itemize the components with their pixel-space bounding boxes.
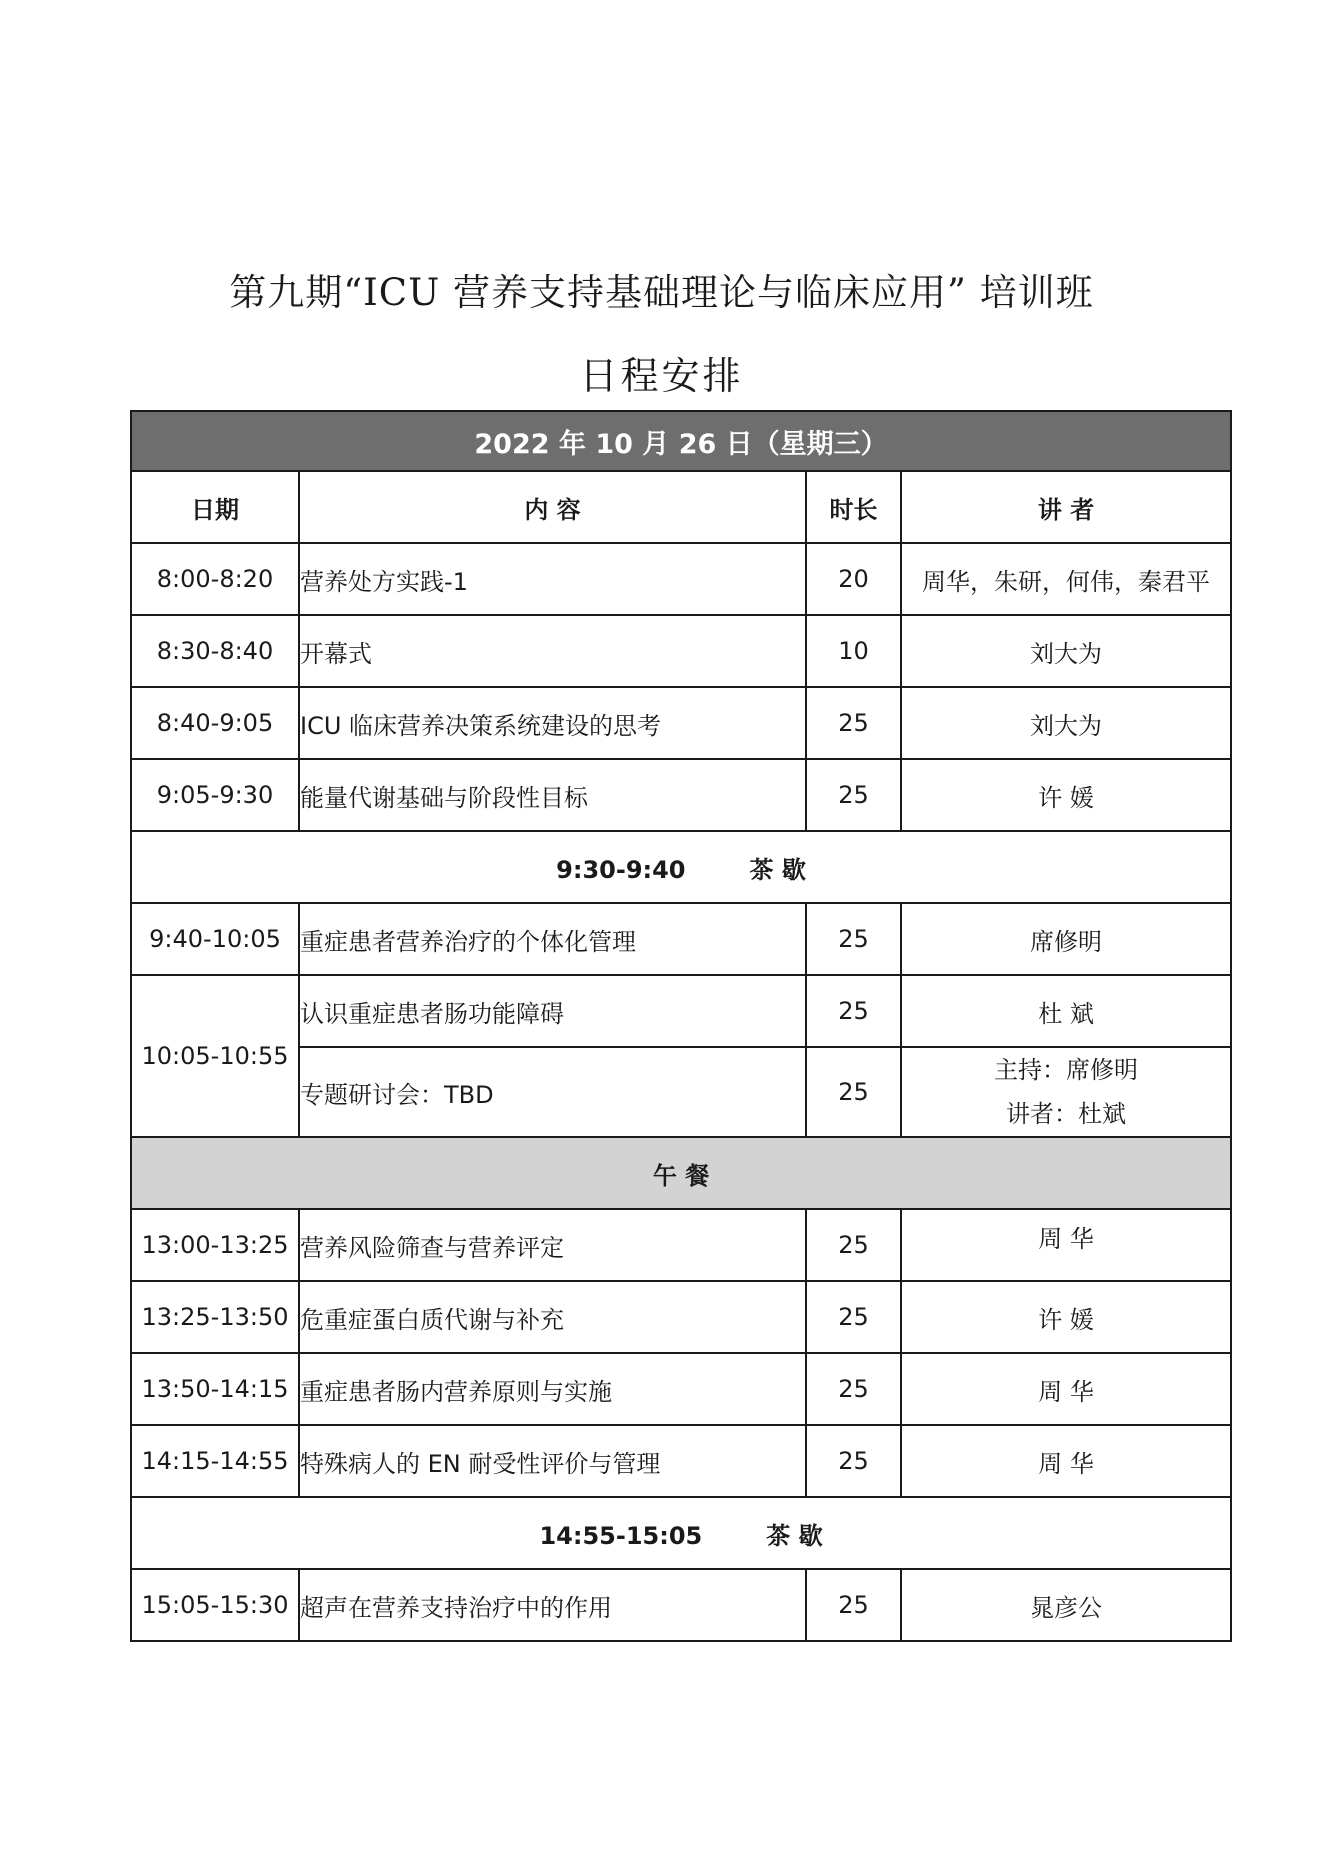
cell-speaker: 刘大为 <box>901 687 1231 759</box>
cell-content: 开幕式 <box>299 615 806 687</box>
cell-speaker: 周 华 <box>901 1425 1231 1497</box>
cell-content: 认识重症患者肠功能障碍 <box>299 975 806 1047</box>
cell-content: 营养处方实践-1 <box>299 543 806 615</box>
cell-speaker <box>901 1047 1231 1137</box>
cell-content: 危重症蛋白质代谢与补充 <box>299 1281 806 1353</box>
cell-content: 重症患者营养治疗的个体化管理 <box>299 903 806 975</box>
cell-duration: 25 <box>806 1425 901 1497</box>
tea-break-label: 茶 歇 <box>749 855 806 884</box>
cell-time: 8:30-8:40 <box>131 615 299 687</box>
cell-duration: 20 <box>806 543 901 615</box>
table-row <box>131 903 1231 975</box>
cell-speaker: 许 媛 <box>901 1281 1231 1353</box>
cell-content: 超声在营养支持治疗中的作用 <box>299 1569 806 1641</box>
cell-duration: 25 <box>806 759 901 831</box>
table-row <box>131 1353 1231 1425</box>
cell-time: 13:00-13:25 <box>131 1209 299 1281</box>
tea-break-time: 14:55-15:05 <box>539 1521 703 1550</box>
cell-content: 营养风险筛查与营养评定 <box>299 1209 806 1281</box>
cell-time: 13:50-14:15 <box>131 1353 299 1425</box>
cell-duration: 25 <box>806 1047 901 1137</box>
table-row <box>131 543 1231 615</box>
header-date: 日期 <box>131 471 299 543</box>
cell-speaker: 晁彦公 <box>901 1569 1231 1641</box>
cell-time: 14:15-14:55 <box>131 1425 299 1497</box>
speaker-presenter: 讲者：杜斌 <box>1006 1100 1127 1128</box>
table-row <box>131 1209 1231 1281</box>
cell-duration: 25 <box>806 1353 901 1425</box>
cell-speaker: 刘大为 <box>901 615 1231 687</box>
table-row <box>131 975 1231 1047</box>
cell-duration: 25 <box>806 1209 901 1281</box>
tea-break-label: 茶 歇 <box>766 1521 823 1550</box>
cell-content: 专题研讨会：TBD <box>299 1047 806 1137</box>
document-subtitle: 日程安排 <box>579 354 744 398</box>
header-duration: 时长 <box>806 471 901 543</box>
date-banner-row <box>131 411 1231 471</box>
cell-time: 15:05-15:30 <box>131 1569 299 1641</box>
cell-duration: 25 <box>806 1281 901 1353</box>
cell-time: 9:05-9:30 <box>131 759 299 831</box>
cell-speaker: 杜 斌 <box>901 975 1231 1047</box>
cell-speaker <box>901 1209 1231 1281</box>
speaker-text: 周 华 <box>1038 1224 1094 1253</box>
header-speaker: 讲 者 <box>901 471 1231 543</box>
lunch-label: 午 餐 <box>131 1137 1231 1209</box>
tea-break-time: 9:30-9:40 <box>556 855 686 884</box>
tea-break-cell <box>131 1497 1231 1569</box>
table-row <box>131 615 1231 687</box>
tea-break-row <box>131 1497 1231 1569</box>
cell-duration: 25 <box>806 687 901 759</box>
table-row <box>131 687 1231 759</box>
table-row <box>131 1281 1231 1353</box>
document-title: 第九期“ICU 营养支持基础理论与临床应用” 培训班 <box>229 271 1094 314</box>
cell-content: ICU 临床营养决策系统建设的思考 <box>299 687 806 759</box>
cell-speaker: 周华，朱研，何伟，秦君平 <box>901 543 1231 615</box>
table-row <box>131 1569 1231 1641</box>
table-header-row <box>131 471 1231 543</box>
cell-time: 9:40-10:05 <box>131 903 299 975</box>
cell-speaker: 周 华 <box>901 1353 1231 1425</box>
cell-speaker: 许 媛 <box>901 759 1231 831</box>
cell-duration: 25 <box>806 975 901 1047</box>
cell-time-merged: 10:05-10:55 <box>131 975 299 1137</box>
cell-duration: 10 <box>806 615 901 687</box>
lunch-row <box>131 1137 1231 1209</box>
cell-content: 能量代谢基础与阶段性目标 <box>299 759 806 831</box>
cell-content: 重症患者肠内营养原则与实施 <box>299 1353 806 1425</box>
tea-break-row <box>131 831 1231 903</box>
schedule-table <box>130 410 1232 1642</box>
header-content: 内 容 <box>299 471 806 543</box>
cell-time: 8:00-8:20 <box>131 543 299 615</box>
cell-content: 特殊病人的 EN 耐受性评价与管理 <box>299 1425 806 1497</box>
table-row <box>131 1425 1231 1497</box>
tea-break-cell <box>131 831 1231 903</box>
cell-time: 8:40-9:05 <box>131 687 299 759</box>
cell-duration: 25 <box>806 903 901 975</box>
speaker-host: 主持：席修明 <box>994 1056 1139 1084</box>
cell-duration: 25 <box>806 1569 901 1641</box>
date-banner: 2022 年 10 月 26 日（星期三） <box>131 411 1231 471</box>
table-row <box>131 759 1231 831</box>
cell-speaker: 席修明 <box>901 903 1231 975</box>
cell-time: 13:25-13:50 <box>131 1281 299 1353</box>
